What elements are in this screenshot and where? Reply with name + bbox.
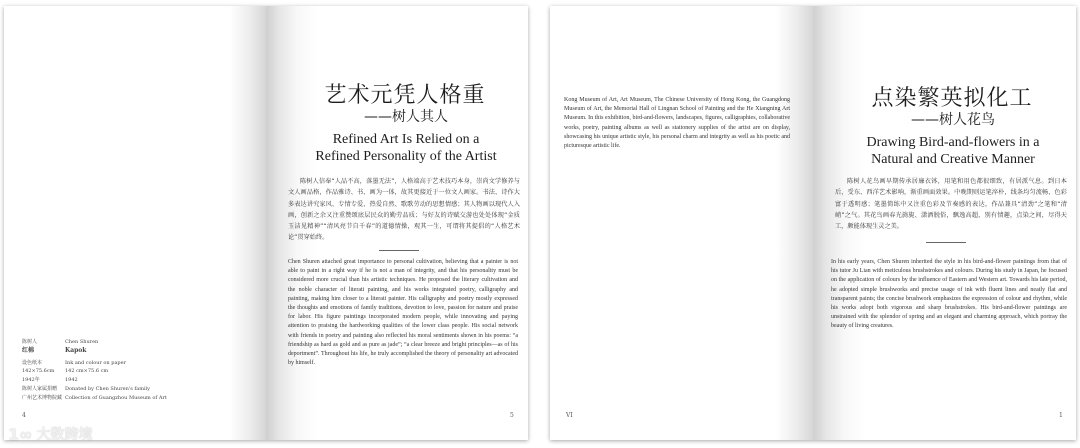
caption-year-en: 1942: [65, 377, 78, 384]
caption-donor-en: Donated by Chen Shuren's family: [65, 385, 150, 392]
caption-artist-cn: 陈树人: [22, 339, 38, 345]
left-book-spread: [4, 6, 528, 440]
page-number: VI: [566, 412, 573, 419]
caption-donor-cn: 陈树人家属捐赠: [22, 385, 58, 392]
left-spread-left-page: [4, 6, 266, 440]
caption-medium-cn: 设色纸本: [22, 359, 43, 366]
divider: [926, 242, 966, 243]
body-text-en: Chen Shuren attached great importance to personal cultivation, believing that a painter is not able to paint in a right way if he is not a man of integrity, and that his personality must be considered more crucial than his artistic techniques. He proposed the literary cultivation and the noble character of literati painting, and his works integrated poetry, calligraphy and painting, making him closer to a literati painter. His calligraphy and poetry mostly expressed the thoughts and emotions of family traditions, devotion to love, passion for nature and praise for labor. His figure paintings incorporated modern people, while innovating and paying attention to praising the hardworking qualities of the lower class people. His social network with friends in poetry and painting also reflected his moral sentiments shown in his poems: “a friendship as hard as gold and as pure as jade”; “a clear breeze and bright principles—as of his deportment”. Throughout his life, he truly accomplished the theory of personality art advocated by himself.: [288, 259, 518, 367]
watermark: [8, 424, 92, 444]
caption-title-en: Kapok: [65, 346, 87, 354]
section-title-en-line2: Refined Personality of the Artist: [315, 149, 497, 164]
body-text-en: In his early years, Chen Shuren inherited the style in his bird-and-flower paintings from that of his tutor Ju Lian with meticulous brushstrokes and colours. During his study in Japan, he focused on the application of colours by the influence of Eastern and Western art. Towards his late period, he adopted simple brushworks and precise usage of ink with fluent lines and neatly flat and transparent paints; the concise brushwork emphasizes the expression of colour and rhythm, while his works adopt both vigorous and sharp brushstrokes. His bird-and-flower paintings are unstrained with the splendor of spring and an elegant and charming approach, which portray the beauty of living creatures.: [831, 259, 1067, 330]
caption-collection-cn: 广州艺术博物院藏: [22, 394, 63, 401]
caption-size-cn: 142×75.6cm: [22, 368, 55, 375]
caption-medium-en: Ink and colour on paper: [65, 359, 126, 366]
page-number: 4: [22, 412, 26, 419]
right-spread-left-page: [550, 6, 813, 440]
divider: [379, 250, 419, 251]
section-title-en: [286, 131, 526, 165]
section-title-en-line1: Drawing Bird-and-flowers in a: [866, 135, 1040, 150]
caption-title-cn: 红棉: [22, 346, 35, 354]
caption-size-en: 142 cm×75.6 cm: [65, 368, 109, 375]
section-subtitle-cn: ——树人其人: [364, 109, 448, 125]
page-number: 5: [510, 412, 514, 419]
watermark-brand-text: 大数跨境: [36, 427, 93, 443]
body-text-cn: 陈树人花鸟画早期传承居廉衣钵，用笔和用色都很细致，有居派气息。到日本后，受东、西洋艺术影响，渐重画面效果。中晚期则运笔淬朴，线条均匀流畅，色彩富于透明感；笔墨简练中又注重色彩及节奏感的表达，作品兼具“清劲”之笔和“清峭”之气。其花鸟画春光旖旎、潇洒脱俗，飘逸高超，别有情趣，点染之间，尽得天工，颇能体现生灵之美。: [835, 178, 1067, 231]
section-title-en-line1: Refined Art Is Relied on a: [332, 132, 480, 147]
section-title-cn: 艺术元凭人格重: [324, 83, 486, 108]
right-spread-right-page: [813, 6, 1076, 440]
section-subtitle-cn: ——树人花鸟: [911, 112, 995, 128]
section-title-en: [833, 134, 1073, 168]
caption-collection-en: Collection of Guangzhou Museum of Art: [65, 394, 167, 401]
artwork-caption: [22, 338, 262, 403]
page-number: 1: [1059, 412, 1063, 419]
body-text-cn: 陈树人信奉“人品不高，落墨无法”，人格端高于艺术技巧本身，崇尚文学修养与文人画品格，作品雅诗、书、画为一体，故其更接近于一位文人画家。书法、诗作大多表达讲究家风、专情专爱、热爱自然、歌歌劳动的思想情感；其人物画以现代人入画，创新之余又注重赞颂底层民众的勤劳品质；与好友的诗赋交游也处处体现“金质玉洁见精神”“清风亮节自千春”的道德情操，观其一生，可谓将其提倡的“人格艺术论”贯穿始终。: [288, 178, 520, 242]
section-title-cn: 点染繁英拟化工: [871, 86, 1033, 111]
left-spread-right-page: [266, 6, 528, 440]
caption-artist-en: Chen Shuren: [65, 339, 99, 345]
body-text-en: Kong Museum of Art, Art Museum, The Chinese University of Hong Kong, the Guangdong Museum of Art, the Memorial Hall of Lingnan School of Painting and the He Xiangning Art Museum. In this exhibition, bird-and-flowers, landscapes, figures, calligraphies, collaborative works, poetry, painting albums as well as stationery supplies of the artist are on display, showcasing his unique artistic style, his personal charm and integrity as well as his poetic and picturesque artistic life.: [564, 97, 790, 150]
brand-logo-icon: 1∞: [8, 424, 33, 444]
caption-year-cn: 1942年: [22, 377, 40, 384]
right-book-spread: [550, 6, 1076, 440]
section-title-en-line2: Natural and Creative Manner: [871, 152, 1035, 167]
